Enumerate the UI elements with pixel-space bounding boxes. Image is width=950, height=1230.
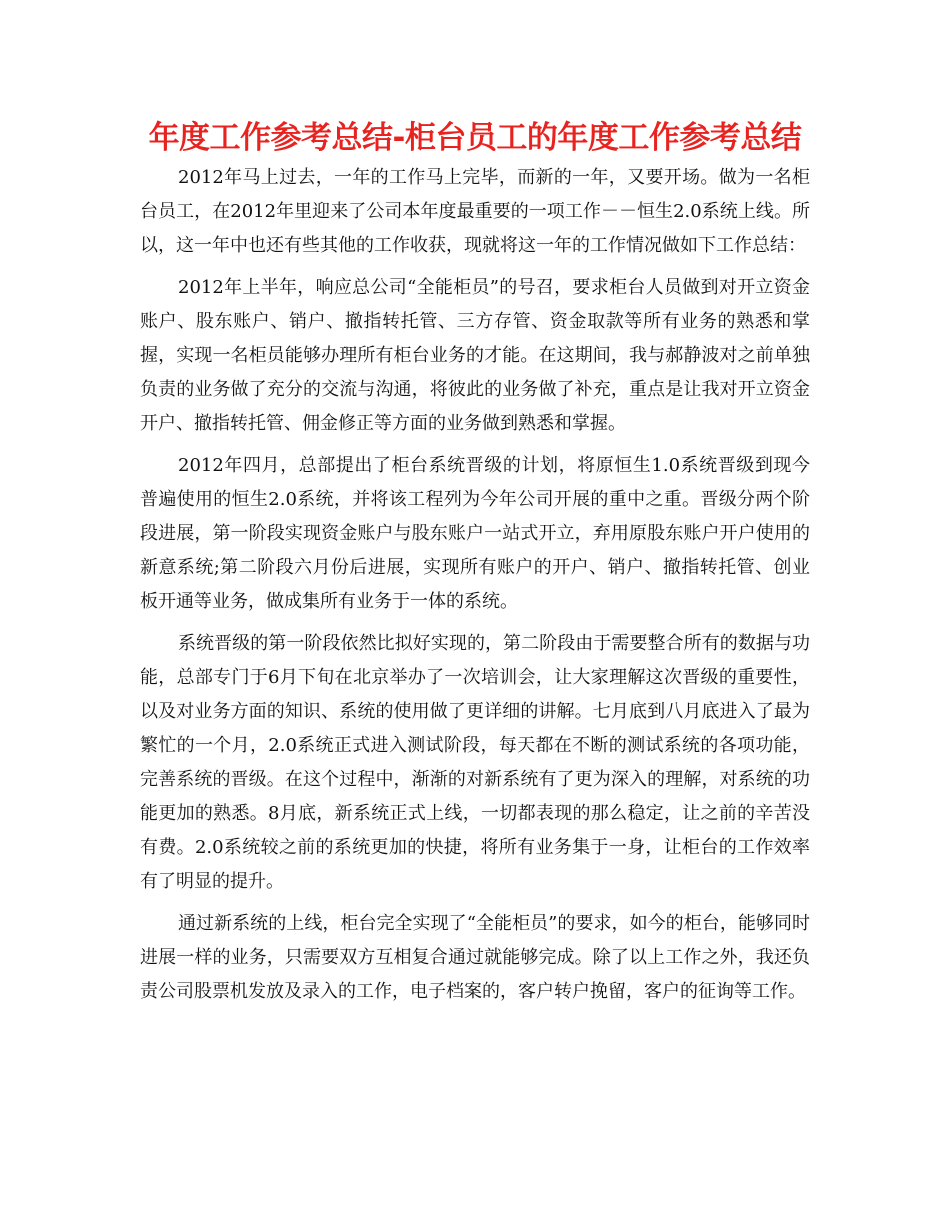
document-body [140, 161, 810, 1017]
paragraph-upgrade-process: 系统晋级的第一阶段依然比拟好实现的，第二阶段由于需要整合所有的数据与功能，总部专门于6月下旬在北京举办了一次培训会，让大家理解这次晋级的重要性，以及对业务方面的知识、系统的使用做了更详细的讲解。七月底到八月底进入了最为繁忙的一个月，2.0系统正式进入测试阶段，每天都在不断的测试系统的各项功能，完善系统的晋级。在这个过程中，渐渐的对新系统有了更为深入的理解，对系统的功能更加的熟悉。8月底，新系统正式上线，一切都表现的那么稳定，让之前的辛苦没有费。2.0系统较之前的系统更加的快捷，将所有业务集于一身，让柜台的工作效率有了明显的提升。 [140, 633, 810, 892]
paragraph-intro: 2012年马上过去，一年的工作马上完毕，而新的一年，又要开场。做为一名柜台员工，在2012年里迎来了公司本年度最重要的一项工作－－恒生2.0系统上线。所以，这一年中也还有些其他的工作收获，现就将这一年的工作情况做如下工作总结： [140, 167, 810, 256]
document-title: 年度工作参考总结-柜台员工的年度工作参考总结 [148, 120, 802, 156]
paragraph-system-upgrade-plan: 2012年四月，总部提出了柜台系统晋级的计划，将原恒生1.0系统晋级到现今普遍使用的恒生2.0系统，并将该工程列为今年公司开展的重中之重。晋级分两个阶段进展，第一阶段实现资金账户与股东账户一站式开立，弃用原股东账户开户使用的新意系统;第二阶段六月份后进展，实现所有账户的开户、销户、撤指转托管、创业板开通等业务，做成集所有业务于一体的系统。 [140, 455, 810, 612]
paragraph-first-half-year: 2012年上半年，响应总公司“全能柜员”的号召，要求柜台人员做到对开立资金账户、股东账户、销户、撤指转托管、三方存管、资金取款等所有业务的熟悉和掌握，实现一名柜员能够办理所有柜台业务的才能。在这期间，我与郝静波对之前单独负责的业务做了充分的交流与沟通，将彼此的业务做了补充，重点是让我对开立资金开户、撤指转托管、佣金修正等方面的业务做到熟悉和掌握。 [140, 277, 810, 434]
paragraph-conclusion: 通过新系统的上线，柜台完全实现了“全能柜员”的要求，如今的柜台，能够同时进展一样的业务，只需要双方互相复合通过就能够完成。除了以上工作之外，我还负责公司股票机发放及录入的工作，电子档案的，客户转户挽留，客户的征询等工作。 [140, 913, 810, 1002]
